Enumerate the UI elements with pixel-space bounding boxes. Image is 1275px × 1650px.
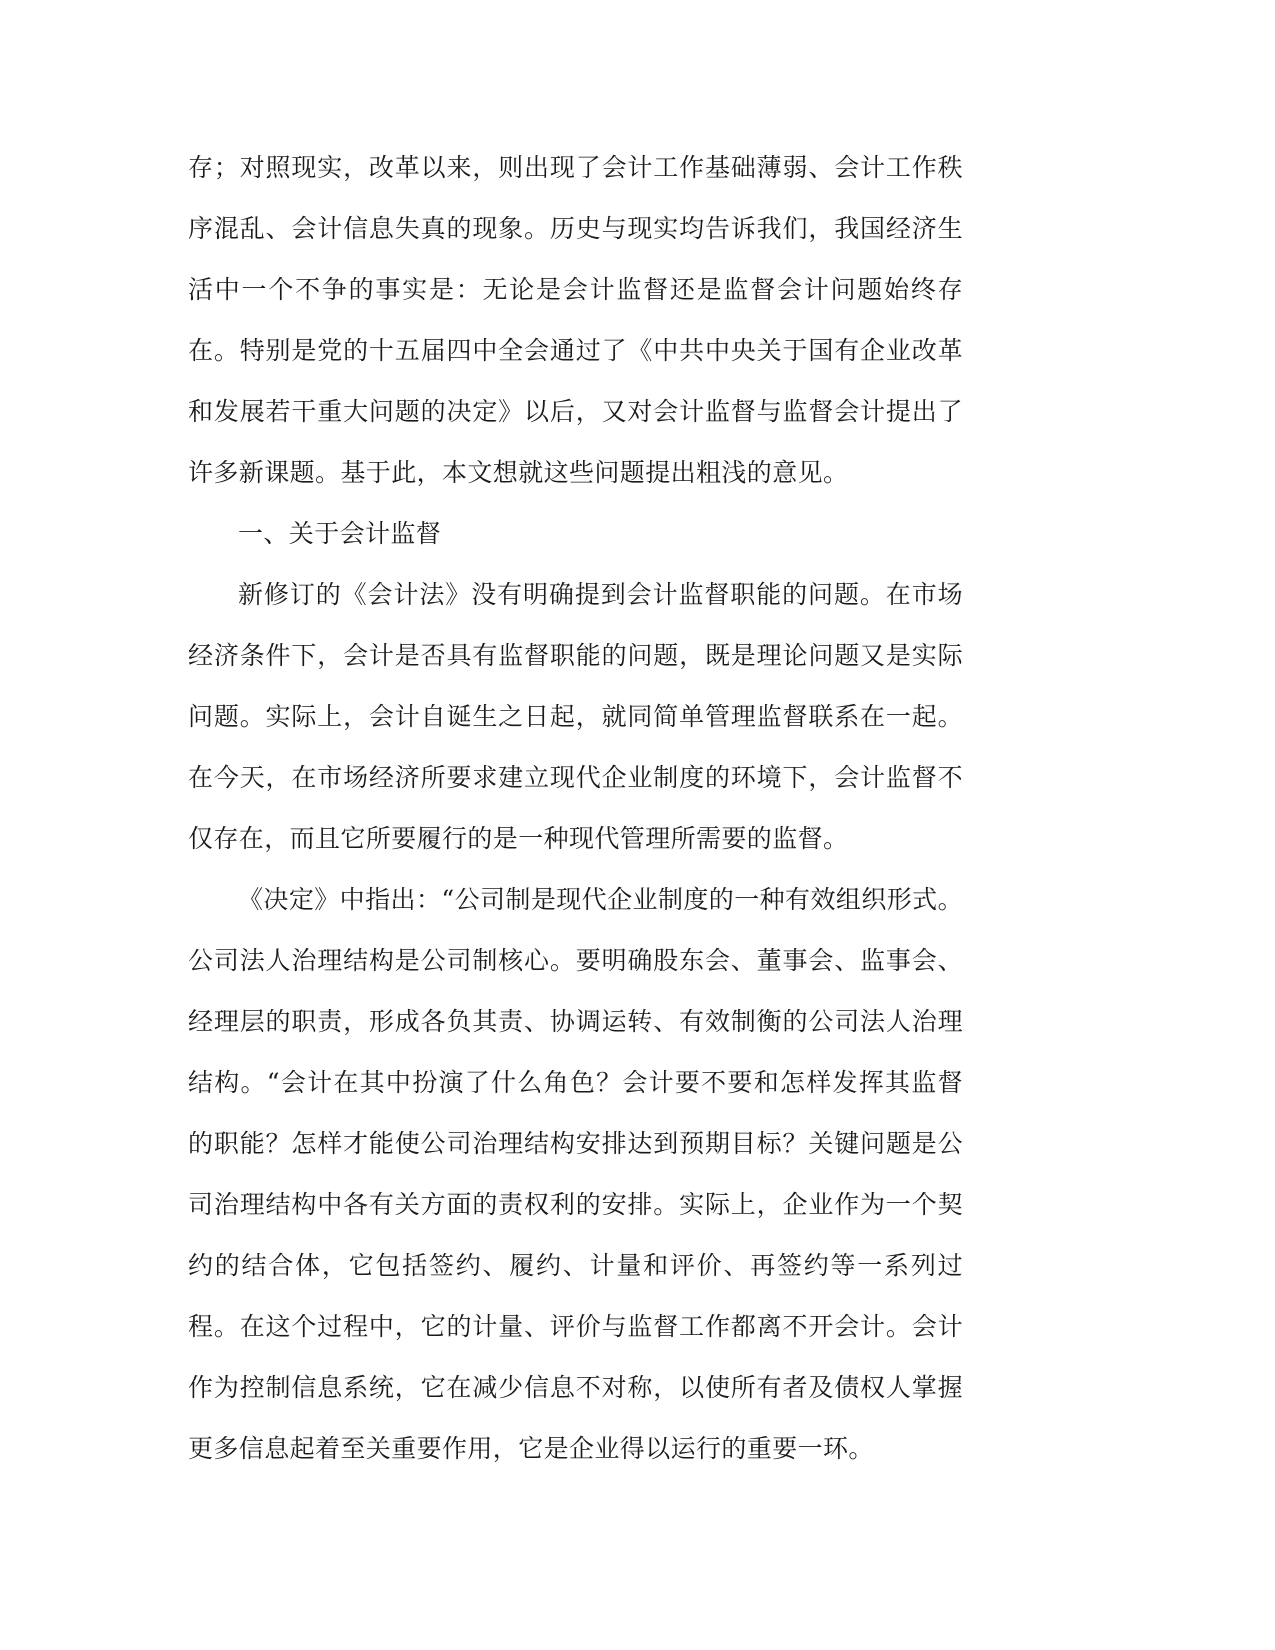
body-paragraph: 《决定》中指出：“公司制是现代企业制度的一种有效组织形式。公司法人治理结构是公司制核心。要明确股东会、董事会、监事会、经理层的职责，形成各负其责、协调运转、有效制衡的公司法人治理结构。“会计在其中扮演了什么角色？会计要不要和怎样发挥其监督的职能？怎样才能使公司治理结构安排达到预期目标？关键问题是公司治理结构中各有关方面的责权利的安排。实际上，企业作为一个契约的结合体，它包括签约、履约、计量和评价、再签约等一系列过程。在这个过程中，它的计量、评价与监督工作都离不开会计。会计作为控制信息系统，它在减少信息不对称，以使所有者及债权人掌握更多信息起着至关重要作用，它是企业得以运行的重要一环。 [188, 885, 963, 1463]
document-body [188, 137, 963, 1479]
body-paragraph: 存；对照现实，改革以来，则出现了会计工作基础薄弱、会计工作秩序混乱、会计信息失真的现象。历史与现实均告诉我们，我国经济生活中一个不争的事实是：无论是会计监督还是监督会计问题始终存在。特别是党的十五届四中全会通过了《中共中央关于国有企业改革和发展若干重大问题的决定》以后，又对会计监督与监督会计提出了许多新课题。基于此，本文想就这些问题提出粗浅的意见。 [188, 153, 963, 487]
section-heading: 一、关于会计监督 [238, 519, 442, 548]
body-paragraph: 新修订的《会计法》没有明确提到会计监督职能的问题。在市场经济条件下，会计是否具有监督职能的问题，既是理论问题又是实际问题。实际上，会计自诞生之日起，就同简单管理监督联系在一起。在今天，在市场经济所要求建立现代企业制度的环境下，会计监督不仅存在，而且它所要履行的是一种现代管理所需要的监督。 [188, 580, 963, 853]
